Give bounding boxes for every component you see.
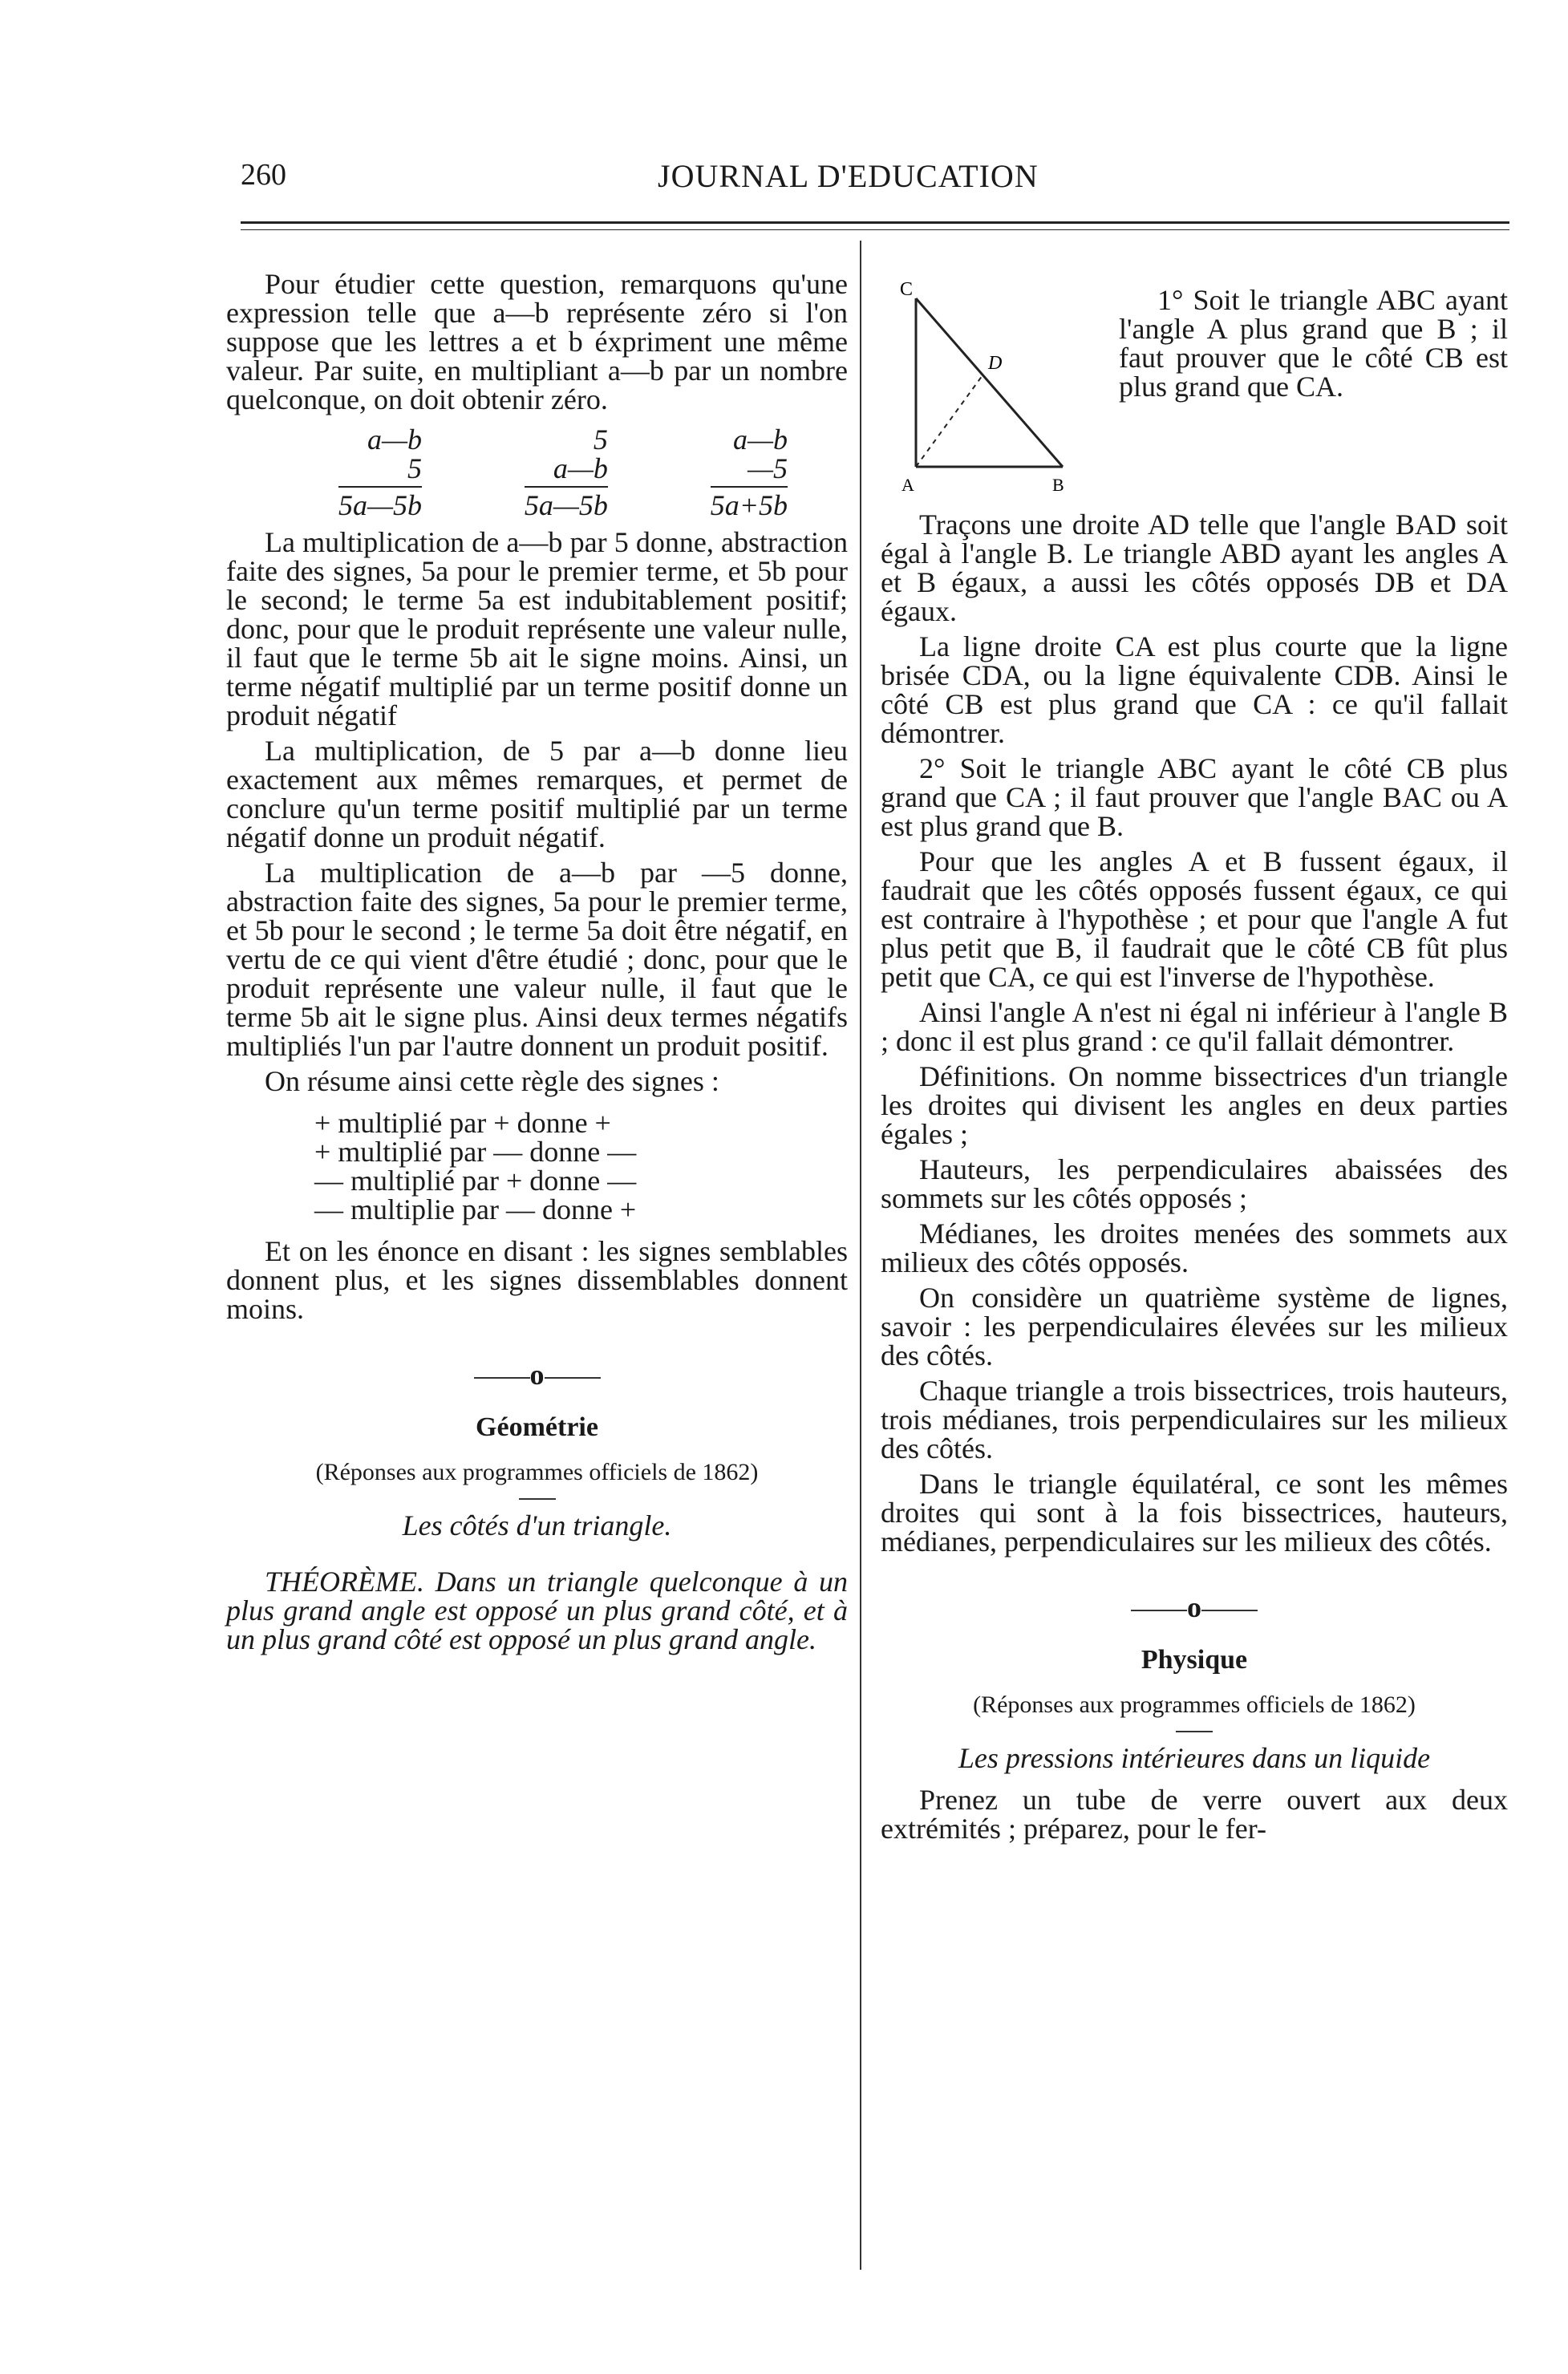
paragraph: La multiplication de a—b par 5 donne, abstraction faite des signes, 5a pour le premier terme, et 5b pour le second; le terme 5a est indubitablement positif; donc, pour que le produit représente une valeur nulle, il faut que le terme 5b ait le signe moins. Ainsi, un terme négatif multiplié par un terme positif donne un produit négatif (226, 526, 848, 731)
calc-item: a—b —5 5a+5b (710, 423, 788, 521)
paragraph: La multiplication de a—b par —5 donne, abstraction faite des signes, 5a pour le premier terme, et 5b pour le second ; le terme 5a doit être négatif, en vertu de ce qui vient d'être étudié ; donc, pour que le produit représente une valeur nulle, il faut que le terme 5b ait le signe plus. Ainsi deux termes négatifs multipliés l'un par l'autre donnent un produit positif. (226, 857, 848, 1062)
header-rule-thick (241, 221, 1509, 224)
rule-line: — multiplié par + donne — (314, 1165, 637, 1197)
section-title: Physique (1141, 1645, 1248, 1675)
paragraph: Et on les énonce en disant : les signes semblables donnent plus, et les signes dissemblables donnent moins. (226, 1235, 848, 1325)
label-b: B (1052, 475, 1064, 495)
paragraph: La multiplication, de 5 par a—b donne lieu exactement aux mêmes remarques, et permet de conclure qu'un terme positif multiplié par un terme négatif donne un produit négatif. (226, 735, 848, 853)
paragraph: Traçons une droite AD telle que l'angle BAD soit égal à l'angle B. Le triangle ABD ayant les angles A et B égaux, a aussi les côtés opposés DB et DA égaux. (881, 508, 1508, 627)
divider (1176, 1731, 1213, 1732)
section-separator: o (226, 1360, 848, 1389)
paragraph: Définitions. On nomme bissectrices d'un triangle les droites qui divisent les angles en deux parties égales ; (881, 1060, 1508, 1150)
triangle-diagram (898, 281, 1091, 497)
subheading: Les côtés d'un triangle. (402, 1509, 672, 1541)
paragraph: 1° Soit le triangle ABC ayant l'angle A plus grand que B ; il faut prouver que le côté CB est plus grand que CA. (1119, 284, 1508, 403)
label-c: C (900, 281, 914, 300)
label-a: A (901, 475, 914, 495)
header-rule-thin (241, 229, 1509, 230)
right-column (881, 510, 1508, 1849)
paragraph: Pour étudier cette question, remarquons qu'une expression telle que a—b représente zéro si l'on suppose que les lettres a et b éxpriment une même valeur. Par suite, en multipliant a—b par un nombre quelconque, on doit obtenir zéro. (226, 268, 848, 415)
subheading: Les pressions intérieures dans un liquide (958, 1742, 1431, 1774)
paragraph: On résume ainsi cette règle des signes : (265, 1065, 719, 1097)
paragraph: Chaque triangle a trois bissectrices, trois hauteurs, trois médianes, trois perpendiculaires sur les milieux des côtés. (881, 1375, 1508, 1465)
paragraph: Prenez un tube de verre ouvert aux deux extrémités ; préparez, pour le fer- (881, 1784, 1508, 1845)
paragraph: On considère un quatrième système de lignes, savoir : les perpendiculaires élevées sur les milieux des côtés. (881, 1282, 1508, 1371)
side-cb (916, 298, 1063, 467)
theorem: THÉORÈME. Dans un triangle quelconque à un plus grand angle est opposé un plus grand côté, et à un plus grand côté est opposé un plus grand angle. (226, 1566, 848, 1655)
proof-part-1 (1119, 286, 1508, 407)
line-ad (916, 375, 983, 467)
page-header (241, 157, 1508, 205)
sign-rules (314, 1108, 848, 1224)
calc-item: 5 a—b 5a—5b (524, 423, 608, 521)
rule-line: — multiplie par — donne + (314, 1193, 637, 1225)
section-subtitle: (Réponses aux programmes officiels de 1862) (973, 1691, 1416, 1718)
label-d: D (988, 353, 1003, 374)
column-divider (860, 241, 861, 2270)
paragraph: Médianes, les droites menées des sommets aux milieux des côtés opposés. (881, 1217, 1508, 1278)
divider (519, 1498, 556, 1500)
left-column (226, 269, 848, 1660)
paragraph: Pour que les angles A et B fussent égaux, il faudrait que les côtés opposés fussent égaux, ce qui est contraire à l'hypothèse ; et pour que l'angle A fut plus petit que B, il faudrait que le côté CB fût plus petit que CA, ce qui est l'inverse de l'hypothèse. (881, 845, 1508, 993)
section-subtitle: (Réponses aux programmes officiels de 1862) (315, 1459, 759, 1485)
paragraph: Dans le triangle équilatéral, ce sont les mêmes droites qui sont à la fois bissectrices, hauteurs, médianes, perpendiculaires sur les milieux des côtés. (881, 1468, 1508, 1558)
paragraph: Hauteurs, les perpendiculaires abaissées des sommets sur les côtés opposés ; (881, 1153, 1508, 1214)
section-title: Géométrie (476, 1412, 598, 1442)
rule-line: + multiplié par — donne — (314, 1136, 637, 1168)
multiplication-example (338, 425, 788, 520)
paragraph: Ainsi l'angle A n'est ni égal ni inférieur à l'angle B ; donc il est plus grand : ce qu'il fallait démontrer. (881, 996, 1508, 1057)
section-separator: o (881, 1593, 1508, 1622)
paragraph: 2° Soit le triangle ABC ayant le côté CB plus grand que CA ; il faut prouver que l'angle BAC ou A est plus grand que B. (881, 752, 1508, 842)
page-number: 260 (241, 158, 286, 192)
calc-item: a—b 5 5a—5b (338, 423, 423, 521)
paragraph: La ligne droite CA est plus courte que la ligne brisée CDA, ou la ligne équivalente CDB. Ainsi le côté CB est plus grand que CA : ce qu'il fallait démontrer. (881, 630, 1508, 749)
rule-line: + multiplié par + donne + (314, 1107, 611, 1139)
running-title: JOURNAL D'EDUCATION (658, 158, 1039, 194)
